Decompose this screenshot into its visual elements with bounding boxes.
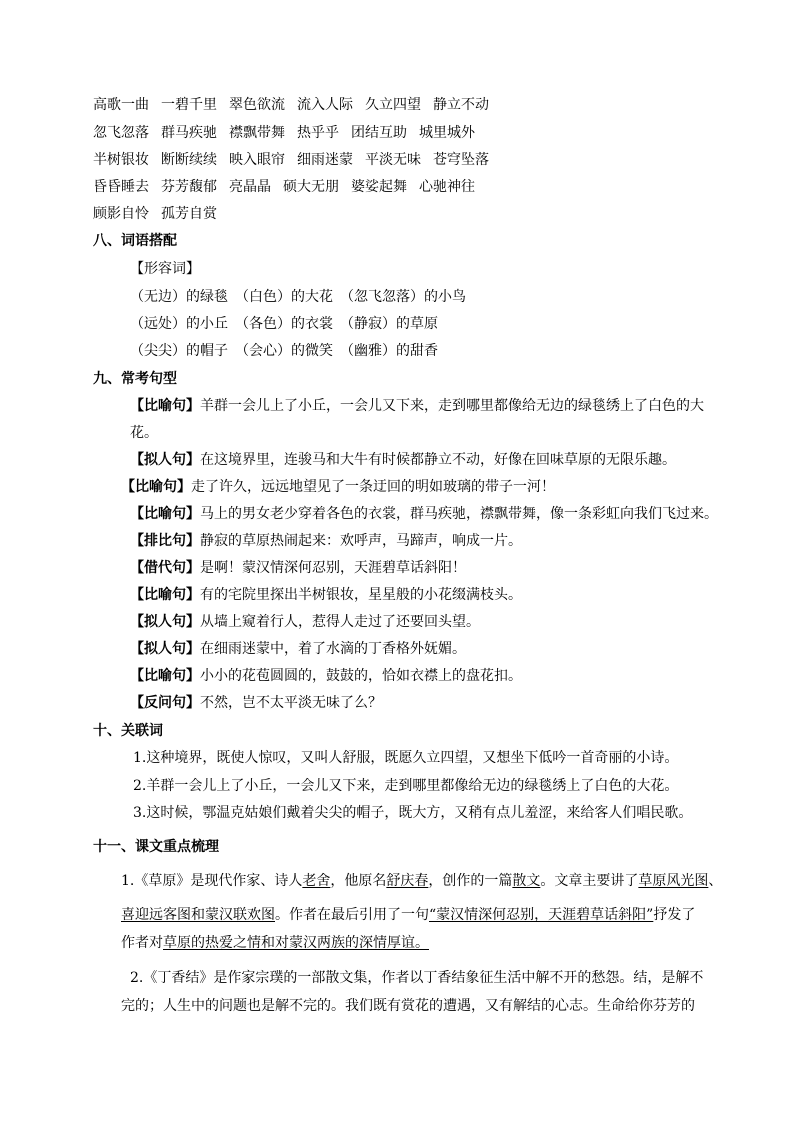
text-run: 作者对 xyxy=(121,935,163,951)
sentence-tag: 【反问句】 xyxy=(130,695,200,711)
sentence-item xyxy=(130,667,522,685)
sentence-tag: 【排比句】 xyxy=(130,533,200,549)
word: 群马疾驰 xyxy=(161,125,217,141)
sentence-item xyxy=(130,694,382,712)
summary-paragraph-2-line-1: 2.《丁香结》是作家宗璞的一部散文集，作者以丁香结象征生活中解不开的愁怨。结，是解不 xyxy=(130,970,704,986)
sentence-item xyxy=(130,613,480,631)
sentence-item xyxy=(130,451,676,469)
sentence-tag: 【比喻句】 xyxy=(121,479,191,495)
underlined-answer: 喜迎远客图和蒙汉联欢图 xyxy=(121,907,275,923)
word-row-1 xyxy=(93,96,489,114)
underlined-answer: 草原风光图 xyxy=(638,873,709,889)
sentence-tag: 【比喻句】 xyxy=(130,506,200,522)
word: 硕大无朋 xyxy=(283,179,339,195)
sentence-text: 静寂的草原热闹起来：欢呼声，马蹄声，响成一片。 xyxy=(200,533,522,549)
word: 断断续续 xyxy=(161,152,217,168)
summary-paragraph-1-line-2 xyxy=(121,906,695,924)
word: 婆娑起舞 xyxy=(351,179,407,195)
underlined-answer: 散文 xyxy=(512,873,541,889)
text-run: 、 xyxy=(708,873,723,889)
underlined-answer: “蒙汉情深何忍别，天涯碧草话斜阳” xyxy=(429,907,654,923)
word: 细雨迷蒙 xyxy=(297,152,353,168)
word: 热乎乎 xyxy=(297,125,339,141)
section-heading: 十一、课文重点梳理 xyxy=(93,839,219,855)
word-row-2 xyxy=(93,124,475,142)
word: 流入人际 xyxy=(297,97,353,113)
sentence-tag: 【比喻句】 xyxy=(130,668,200,684)
word: 襟飘带舞 xyxy=(229,125,285,141)
section-heading: 十、关联词 xyxy=(93,723,163,739)
word: 苍穹坠落 xyxy=(433,152,489,168)
collocation-line: （尖尖）的帽子 （会心）的微笑 （幽雅）的甜香 xyxy=(130,343,438,359)
sentence-text: 在这境界里，连骏马和大牛有时候都静立不动，好像在回味草原的无限乐趣。 xyxy=(200,452,676,468)
word: 一碧千里 xyxy=(161,97,217,113)
word: 心驰神往 xyxy=(419,179,475,195)
sentence-text: 走了许久，远远地望见了一条迂回的明如玻璃的带子一河！ xyxy=(191,479,555,495)
word: 半树银妆 xyxy=(93,152,149,168)
word: 平淡无味 xyxy=(365,152,421,168)
sentence-text: 小小的花苞圆圆的，鼓鼓的，恰如衣襟上的盘花扣。 xyxy=(200,668,522,684)
text-run: 1.《草原》是现代作家、诗人 xyxy=(121,873,303,889)
summary-paragraph-2-line-2: 完的；人生中的问题也是解不完的。我们既有赏花的遭遇，又有解结的心志。生命给你芬芳的 xyxy=(121,998,695,1014)
word: 忽飞忽落 xyxy=(93,125,149,141)
sentence-tag: 【拟人句】 xyxy=(130,452,200,468)
sentence-text: 有的宅院里探出半树银妆，星星般的小花缀满枝头。 xyxy=(200,587,522,603)
text-run: ，他原名 xyxy=(330,873,387,889)
sentence-text: 羊群一会儿上了小丘，一会儿又下来，走到哪里都像给无边的绿毯绣上了白色的大 xyxy=(200,398,704,414)
sentence-continuation: 花。 xyxy=(130,425,158,441)
word: 高歌一曲 xyxy=(93,97,149,113)
word: 顾影自怜 xyxy=(93,206,149,222)
word-row-5 xyxy=(93,205,217,223)
section-heading: 九、常考句型 xyxy=(93,371,177,387)
word-row-3 xyxy=(93,151,489,169)
text-run: 。文章主要讲了 xyxy=(540,873,639,889)
conjunction-item: 1.这种境界，既使人惊叹，又叫人舒服，既愿久立四望，又想坐下低吟一首奇丽的小诗。 xyxy=(133,750,679,766)
word: 映入眼帘 xyxy=(229,152,285,168)
sentence-item xyxy=(130,586,522,604)
sentence-text: 是啊！蒙汉情深何忍别，天涯碧草话斜阳！ xyxy=(200,560,466,576)
word: 团结互助 xyxy=(351,125,407,141)
sentence-text: 在细雨迷蒙中，着了水滴的丁香格外妩媚。 xyxy=(200,641,466,657)
summary-paragraph-1-line-3 xyxy=(121,934,429,952)
conjunction-item: 3.这时候，鄂温克姑娘们戴着尖尖的帽子，既大方，又稍有点儿羞涩，来给客人们唱民歌。 xyxy=(133,805,693,821)
text-run: 。 xyxy=(415,935,429,951)
text-run: 抒发了 xyxy=(653,907,696,923)
word: 亮晶晶 xyxy=(229,179,271,195)
text-run: ，创作的一篇 xyxy=(428,873,513,889)
collocation-line: （无边）的绿毯 （白色）的大花 （忽飞忽落）的小鸟 xyxy=(130,289,466,305)
summary-paragraph-1-line-1 xyxy=(121,872,722,890)
word: 久立四望 xyxy=(365,97,421,113)
underlined-answer: 草原的热爱之情和对蒙汉两族的深情厚谊 xyxy=(163,935,415,951)
underlined-answer: 舒庆春 xyxy=(386,873,429,889)
word: 翠色欲流 xyxy=(229,97,285,113)
sentence-text: 不然，岂不太平淡无味了么？ xyxy=(200,695,382,711)
word: 城里城外 xyxy=(419,125,475,141)
underlined-answer: 老舍 xyxy=(302,873,331,889)
sentence-text: 马上的男女老少穿着各色的衣裳，群马疾驰，襟飘带舞，像一条彩虹向我们飞过来。 xyxy=(200,506,718,522)
sentence-item xyxy=(121,478,555,496)
conjunction-item: 2.羊群一会儿上了小丘，一会儿又下来，走到哪里都像给无边的绿毯绣上了白色的大花。 xyxy=(133,778,679,794)
sentence-text: 从墙上窥着行人，惹得人走过了还要回头望。 xyxy=(200,614,480,630)
sentence-item xyxy=(130,532,522,550)
sentence-item xyxy=(130,505,718,523)
sentence-item xyxy=(130,559,466,577)
text-run: 。作者在最后引用了一句 xyxy=(275,907,429,923)
sentence-item xyxy=(130,397,704,415)
section-heading: 八、词语搭配 xyxy=(93,233,177,249)
sentence-tag: 【比喻句】 xyxy=(130,398,200,414)
word-row-4 xyxy=(93,178,475,196)
section-subheading: 【形容词】 xyxy=(130,261,200,277)
sentence-item xyxy=(130,640,466,658)
sentence-tag: 【借代句】 xyxy=(130,560,200,576)
sentence-tag: 【比喻句】 xyxy=(130,587,200,603)
sentence-tag: 【拟人句】 xyxy=(130,641,200,657)
word: 孤芳自赏 xyxy=(161,206,217,222)
word: 静立不动 xyxy=(433,97,489,113)
word: 芬芳馥郁 xyxy=(161,179,217,195)
word: 昏昏睡去 xyxy=(93,179,149,195)
collocation-line: （远处）的小丘 （各色）的衣裳 （静寂）的草原 xyxy=(130,316,438,332)
sentence-tag: 【拟人句】 xyxy=(130,614,200,630)
